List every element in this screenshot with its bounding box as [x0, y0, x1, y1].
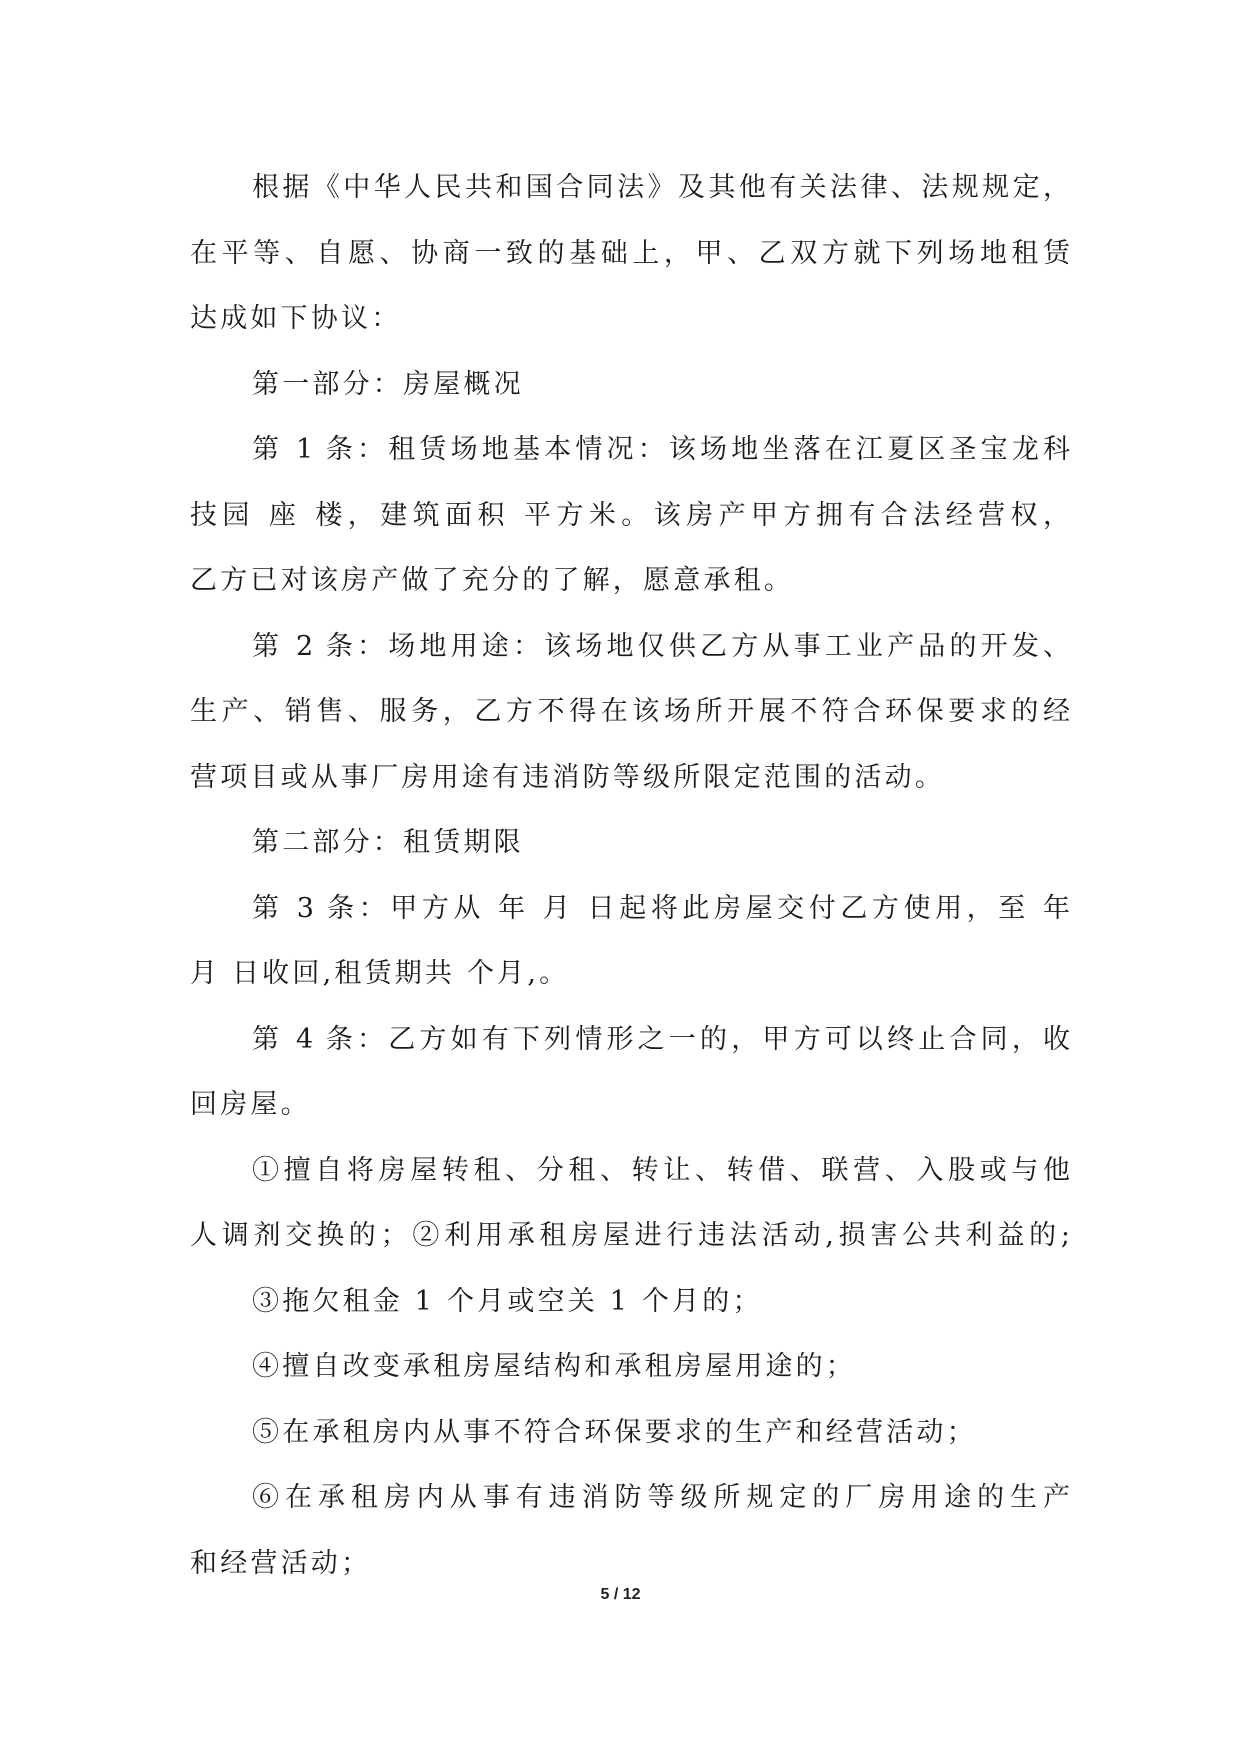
document-body [190, 155, 1070, 1596]
text-line: 乙方已对该房产做了充分的了解，愿意承租。 [190, 565, 794, 596]
text-line: 回房屋。 [190, 1089, 311, 1120]
text-line: ③拖欠租金 1 个月或空关 1 个月的； [252, 1285, 763, 1317]
text-line: 人调剂交换的；②利用承租房屋进行违法活动,损害公共利益的; [190, 1220, 1070, 1251]
text-line: ①擅自将房屋转租、分租、转让、转借、联营、入股或与他 [252, 1154, 1070, 1186]
text-line: 第一部分：房屋概况 [252, 368, 524, 400]
text-line: 生产、销售、服务，乙方不得在该场所开展不符合环保要求的经 [190, 696, 1070, 727]
text-line: 第 4 条：乙方如有下列情形之一的，甲方可以终止合同，收 [252, 1023, 1070, 1055]
text-line: ④擅自改变承租房屋结构和承租房屋用途的； [252, 1351, 856, 1382]
text-line: 第二部分：租赁期限 [252, 827, 524, 858]
text-line: 和经营活动； [190, 1547, 372, 1579]
text-line: 第 1 条：租赁场地基本情况：该场地坐落在江夏区圣宝龙科 [252, 434, 1070, 465]
text-line: ⑤在承租房内从事不符合环保要求的生产和经营活动； [252, 1416, 977, 1448]
text-line: 营项目或从事厂房用途有违消防等级所限定范围的活动。 [190, 761, 945, 793]
text-line: 月 日收回,租赁期共 个月,。 [190, 958, 570, 989]
text-line: 第 3 条：甲方从 年 月 日起将此房屋交付乙方使用，至 年 [252, 892, 1070, 924]
text-line: 技园 座 楼，建筑面积 平方米。该房产甲方拥有合法经营权， [190, 499, 1070, 531]
text-line: 根据《中华人民共和国合同法》及其他有关法律、法规规定， [252, 172, 1070, 203]
text-line: ⑥在承租房内从事有违消防等级所规定的厂房用途的生产 [252, 1482, 1070, 1513]
text-line: 第 2 条：场地用途：该场地仅供乙方从事工业产品的开发、 [252, 630, 1070, 662]
text-line: 在平等、自愿、协商一致的基础上，甲、乙双方就下列场地租赁 [190, 237, 1070, 269]
page-number: 5 / 12 [600, 1586, 641, 1603]
text-line: 达成如下协议： [190, 303, 402, 334]
